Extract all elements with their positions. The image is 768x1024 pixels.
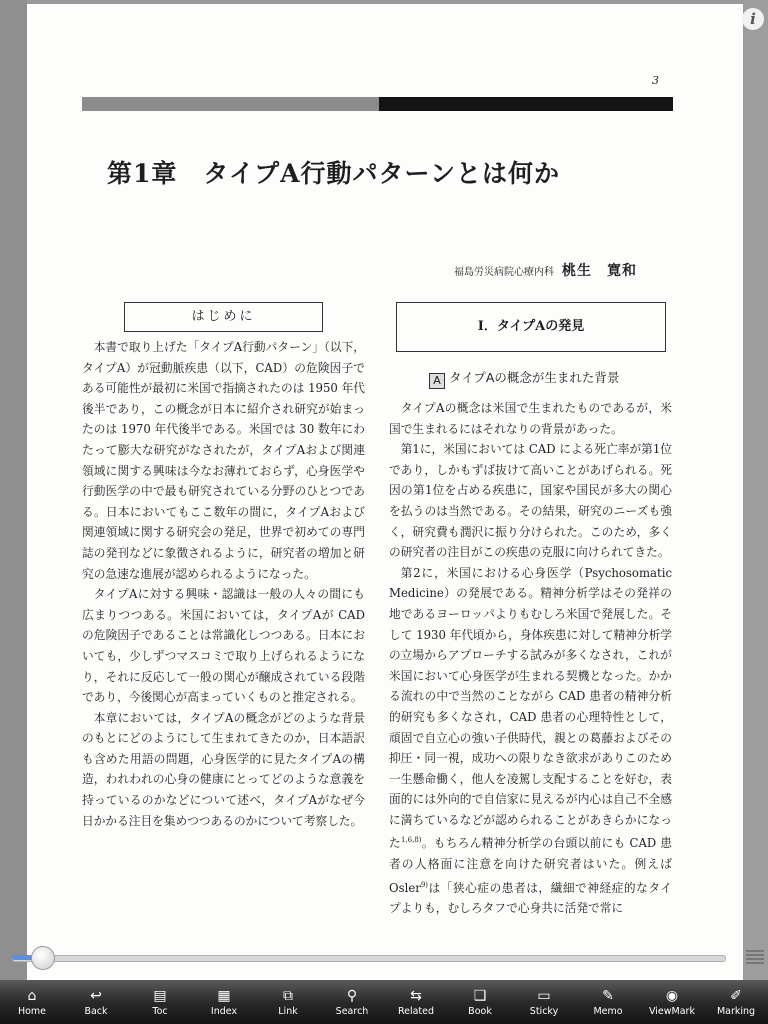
paragraph-text: 。もちろん精神分析学の台頭以前にも CAD 患者の人格面に注意を向けた研究者はいた。例えば Osler xyxy=(389,836,672,895)
chapter-bar-gray xyxy=(82,97,379,111)
citation[interactable]: 1,6,8) xyxy=(400,836,422,845)
home-icon: ⌂ xyxy=(27,988,37,1004)
toolbar-related-button[interactable]: ⇆ Related xyxy=(384,980,448,1024)
bottom-toolbar xyxy=(0,980,768,1024)
chapter-title: 第1章 タイプA行動パターンとは何か xyxy=(107,159,561,188)
paragraph: タイプAに対する興味・認識は一般の人々の間にも広まりつつある。米国においては，タイプAが CAD の危険因子であることは常識化しつつある。日本においても，少しずつマスコミで取り上げられるようになり，それに反応して一般の関心が醸成されている段階であり，今後関心が高まっていくものと推定される。 xyxy=(82,587,365,705)
section-heading-discovery: I．タイプAの発見 xyxy=(396,302,666,352)
chapter-bar-black xyxy=(379,97,673,111)
subheading-text: タイプAの概念が生まれた背景 xyxy=(449,370,620,385)
author-affiliation: 福島労災病院心療内科 xyxy=(454,267,554,278)
toolbar-link-button[interactable]: ⧉ Link xyxy=(256,980,320,1024)
paragraph-text: 第2に，米国における心身医学（Psychosomatic Medicine）の発展である。精神分析学はその発祥の地であるヨーロッパよりもむしろ米国で発展した。そして 1930 年代頃から，身体疾患に対して精神分析学の立場からアプローチする試みが多くなされ，これが米国において心身医学が生まれる契機となった。かかる流れの中で当然のことながら CAD 患者の精神分析的研究も多くなされ，CAD 患者の心理特性として，頑固で自立心の強い子供時代，親との葛藤およびその抑圧・同一視，成功への限りなき欲求がありこのため一生懸命働く，他人を凌駕し支配することを好む，表面的には外向的で自信家に見えるが内心は自己不全感に満ちているなどが認められることがあきらかになった xyxy=(389,565,672,851)
subheading-letter-badge: A xyxy=(429,373,445,389)
paragraph-text: は「狭心症の患者は，繊細で神経症的なタイプよりも，むしろタフで心身共に活発で常に xyxy=(389,880,672,916)
related-icon: ⇆ xyxy=(410,988,422,1004)
info-button[interactable]: i xyxy=(742,8,764,30)
toolbar-memo-button[interactable]: ✎ Memo xyxy=(576,980,640,1024)
subheading xyxy=(429,368,619,389)
paragraph: 本書で取り上げた「タイプA行動パターン」（以下，タイプA）が冠動脈疾患（以下，CAD）の危険因子である可能性が最初に米国で指摘されたのは 1950 年代後半であり，この概念が日本に紹介され研究が始まったのは 1970 年代後半である。米国では 30 数年にわたって膨大な研究がなされたが，タイプAおよび関連領域に関する興味は今なお薄れておらず，心身医学や行動医学の中で最も研究されている分野のひとつである。日本においてもここ数年の間に，タイプAおよび関連領域に関する研究会の発足，世界で初めての専門誌の発刊などに象徴されるように，研究者の増加と研究の急速な進展が認められるようになった。 xyxy=(82,340,365,581)
paragraph: 本章においては，タイプAの概念がどのような背景のもとにどのようにして生まれてきたのか，日本語訳も含めた用語の問題，心身医学的に見たタイプAの構造，われわれの心身の健康にとってどのような意義を持っているのかなどについて述べ，タイプAがなぜ今日かかる注目を集めつつあるのかについて考察した。 xyxy=(82,710,365,828)
toolbar-sticky-button[interactable]: ▭ Sticky xyxy=(512,980,576,1024)
left-column xyxy=(82,337,365,831)
toolbar-toc-button[interactable]: ▤ Toc xyxy=(128,980,192,1024)
link-icon: ⧉ xyxy=(283,988,293,1004)
page-slider-track[interactable] xyxy=(12,955,726,962)
marking-pen-icon: ✐ xyxy=(730,988,742,1004)
citation[interactable]: 9) xyxy=(420,880,429,889)
back-arrow-icon: ↩ xyxy=(90,988,102,1004)
index-icon: ▦ xyxy=(217,988,231,1004)
sticky-note-icon: ▭ xyxy=(537,988,551,1004)
book-page[interactable] xyxy=(27,4,743,980)
toolbar-back-button[interactable]: ↩ Back xyxy=(64,980,128,1024)
toolbar-marking-button[interactable]: ✐ Marking xyxy=(704,980,768,1024)
author-line xyxy=(454,260,637,280)
toolbar-index-button[interactable]: ▦ Index xyxy=(192,980,256,1024)
toolbar-viewmark-button[interactable]: ◉ ViewMark xyxy=(640,980,704,1024)
left-margin xyxy=(0,0,27,980)
author-name: 桃生 寛和 xyxy=(562,263,637,279)
book-icon: ❑ xyxy=(473,988,487,1004)
menu-grip-icon[interactable] xyxy=(746,950,764,964)
toolbar-book-button[interactable]: ❑ Book xyxy=(448,980,512,1024)
right-margin xyxy=(744,0,768,980)
page-slider-knob[interactable] xyxy=(31,946,55,970)
paragraph xyxy=(389,563,672,919)
right-column xyxy=(389,398,672,919)
toolbar-home-button[interactable]: ⌂ Home xyxy=(0,980,64,1024)
memo-icon: ✎ xyxy=(602,988,614,1004)
toolbar-search-button[interactable]: ⚲ Search xyxy=(320,980,384,1024)
section-heading-intro: はじめに xyxy=(124,302,323,332)
toc-icon: ▤ xyxy=(153,988,167,1004)
paragraph: 第1に，米国においては CAD による死亡率が第1位であり，しかもずば抜けて高いことがあげられる。死因の第1位を占める疾患に，国家や国民が多大の関心を払うのは当然である。その結果，研究のニーズも強く，研究費も潤沢に振り分けられた。このため，多くの研究者の注目がこの疾患の克服に向けられてきた。 xyxy=(389,442,672,560)
page-number: 3 xyxy=(652,74,659,87)
paragraph: タイプAの概念は米国で生まれたものであるが，米国で生まれるにはそれなりの背景があった。 xyxy=(389,401,672,436)
search-icon: ⚲ xyxy=(346,988,358,1004)
viewmark-eye-icon: ◉ xyxy=(665,988,679,1004)
